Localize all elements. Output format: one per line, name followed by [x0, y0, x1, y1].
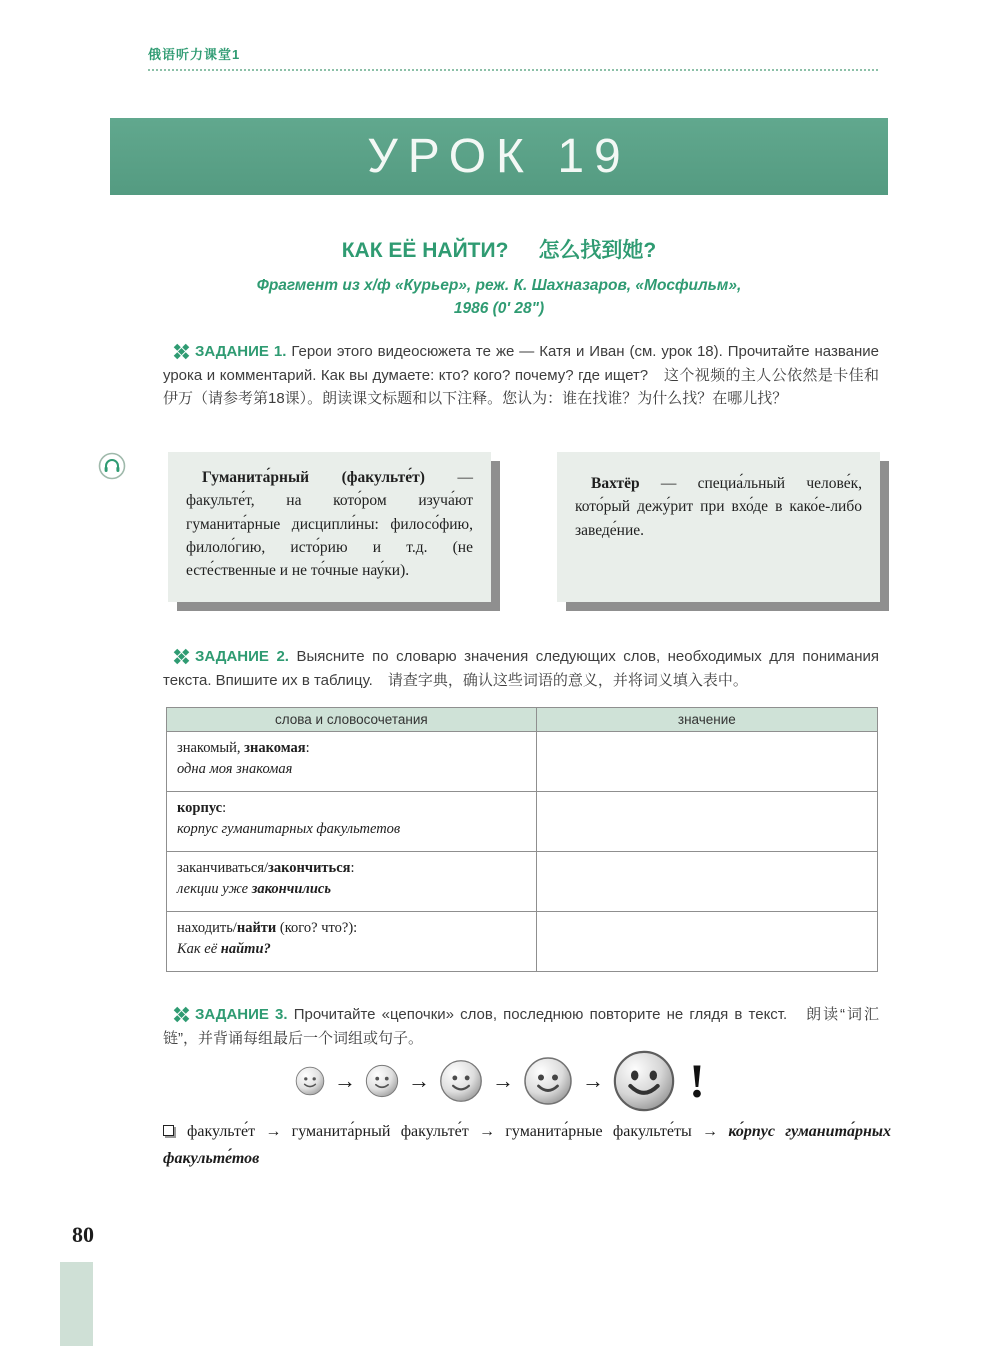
book-title: 俄语听力课堂1	[148, 47, 241, 62]
task1-label: ЗАДАНИЕ 1.	[195, 343, 287, 360]
meaning-cell	[536, 792, 877, 852]
task2-text-ru: Выясните по словарю значения следующих слов, необходимых для понимания текста. Впишите их в таблицу.	[163, 648, 879, 689]
table-row	[167, 732, 878, 792]
word-chain	[163, 1118, 891, 1172]
vocab-note-card-vakhter	[557, 452, 880, 602]
header-divider	[148, 69, 878, 71]
smiley-ball-icon	[439, 1059, 483, 1103]
vocab-notes	[168, 452, 880, 602]
task1-paragraph	[163, 340, 879, 411]
meaning-cell	[536, 852, 877, 912]
arrow-icon: →	[582, 1068, 604, 1093]
word-chain-text: факульте́т → гуманита́рный факульте́т → гуманита́рные факульте́ты →	[187, 1123, 729, 1140]
table-row	[167, 852, 878, 912]
task1-text-zh: 这个视频的主人公依然是卡佳和伊万（请参考第18课）。朗读课文标题和以下注释。您认为：谁在找谁？为什么找？在哪儿找？	[163, 366, 879, 408]
word-entry: заканчиваться/закончиться:	[177, 860, 355, 876]
table-row	[167, 792, 878, 852]
page-number: 80	[72, 1222, 94, 1247]
vocab-term: Гуманита́рный (факульте́т)	[202, 469, 425, 486]
table-header-meaning: значение	[536, 708, 877, 732]
lesson-subtitle	[110, 274, 888, 321]
words-cell	[167, 732, 537, 792]
task-marker-icon	[178, 652, 185, 659]
lesson-banner	[110, 118, 888, 195]
table-header-words: слова и словосочетания	[167, 708, 537, 732]
arrow-icon: →	[408, 1068, 430, 1093]
vocab-note-card-humanitarian	[168, 452, 491, 602]
vocab-definition: — специа́льный челове́к, кото́рый дежу́рит при вхо́де в како́е-либо заведе́ние.	[575, 475, 862, 539]
word-example: Как её найти?	[177, 941, 271, 958]
smiley-ball-icon	[295, 1066, 325, 1096]
lesson-subtitle-line2: 1986 (0' 28")	[453, 300, 545, 318]
lesson-title-ru: КАК ЕЁ НАЙТИ?	[341, 239, 509, 262]
smiley-ball-icon	[365, 1064, 399, 1098]
exclamation-mark: !	[689, 1054, 705, 1108]
table-row	[167, 912, 878, 972]
vocab-term: Вахтёр	[591, 475, 640, 492]
task3-label: ЗАДАНИЕ 3.	[195, 1006, 288, 1023]
vocab-table	[166, 707, 878, 972]
word-chain-emphasis: ко́рпус гуманита́рных факульте́тов	[163, 1123, 891, 1168]
table-header-row	[167, 708, 878, 732]
smiley-chain	[0, 1050, 1000, 1112]
lesson-title	[110, 234, 888, 264]
word-entry: находить/найти (кого? что?):	[177, 920, 358, 936]
footer-bar	[60, 1262, 93, 1346]
word-entry: корпус:	[177, 800, 227, 816]
task3-paragraph	[163, 1003, 879, 1050]
meaning-cell	[536, 912, 877, 972]
words-cell	[167, 852, 537, 912]
task2-paragraph	[163, 645, 879, 692]
word-entry: знакомый, знакомая:	[177, 740, 310, 756]
headphones-icon	[98, 452, 126, 480]
task-marker-icon	[178, 347, 185, 354]
word-example: лекции уже закончились	[177, 881, 331, 898]
page-header	[148, 44, 878, 71]
listening-icon	[98, 452, 126, 480]
task2-text-zh: 请查字典，确认这些词语的意义，并将词义填入表中。	[372, 671, 748, 689]
task3-text-zh: 朗读“词汇链”，并背诵每组最后一个词组或句子。	[163, 1006, 879, 1047]
lesson-banner-title: УРОК 19	[367, 130, 631, 183]
arrow-icon: →	[334, 1068, 356, 1093]
checkbox-icon	[163, 1125, 174, 1136]
lesson-title-zh: 怎么找到她?	[538, 239, 657, 262]
task3-text-ru: Прочитайте «цепочки» слов, последнюю повторите не глядя в текст.	[293, 1006, 788, 1023]
word-example: одна моя знакомая	[177, 761, 293, 778]
words-cell	[167, 792, 537, 852]
word-example: корпус гуманитарных факультетов	[177, 821, 401, 838]
task1-text-ru: Герои этого видеосюжета те же — Катя и Иван (см. урок 18). Прочитайте название урока и комментарий. Как вы думаете: кто? кого? почему? где ищет?	[163, 343, 879, 384]
arrow-icon: →	[492, 1068, 514, 1093]
big-smiley-icon	[613, 1050, 675, 1112]
lesson-subtitle-line1: Фрагмент из х/ф «Курьер», реж. К. Шахназаров, «Мосфильм»,	[256, 277, 742, 294]
task2-label: ЗАДАНИЕ 2.	[195, 648, 289, 665]
meaning-cell	[536, 732, 877, 792]
lesson-title-block	[110, 234, 888, 321]
vocab-definition: — факульте́т, на кото́ром изуча́ют гуманита́рные дисципли́ны: филосо́фию, филоло́гию, исто́рию и т.д. (не есте́ственные и не то́чные нау́ки).	[186, 469, 473, 579]
smiley-ball-icon	[523, 1056, 573, 1106]
task-marker-icon	[178, 1010, 185, 1017]
words-cell	[167, 912, 537, 972]
